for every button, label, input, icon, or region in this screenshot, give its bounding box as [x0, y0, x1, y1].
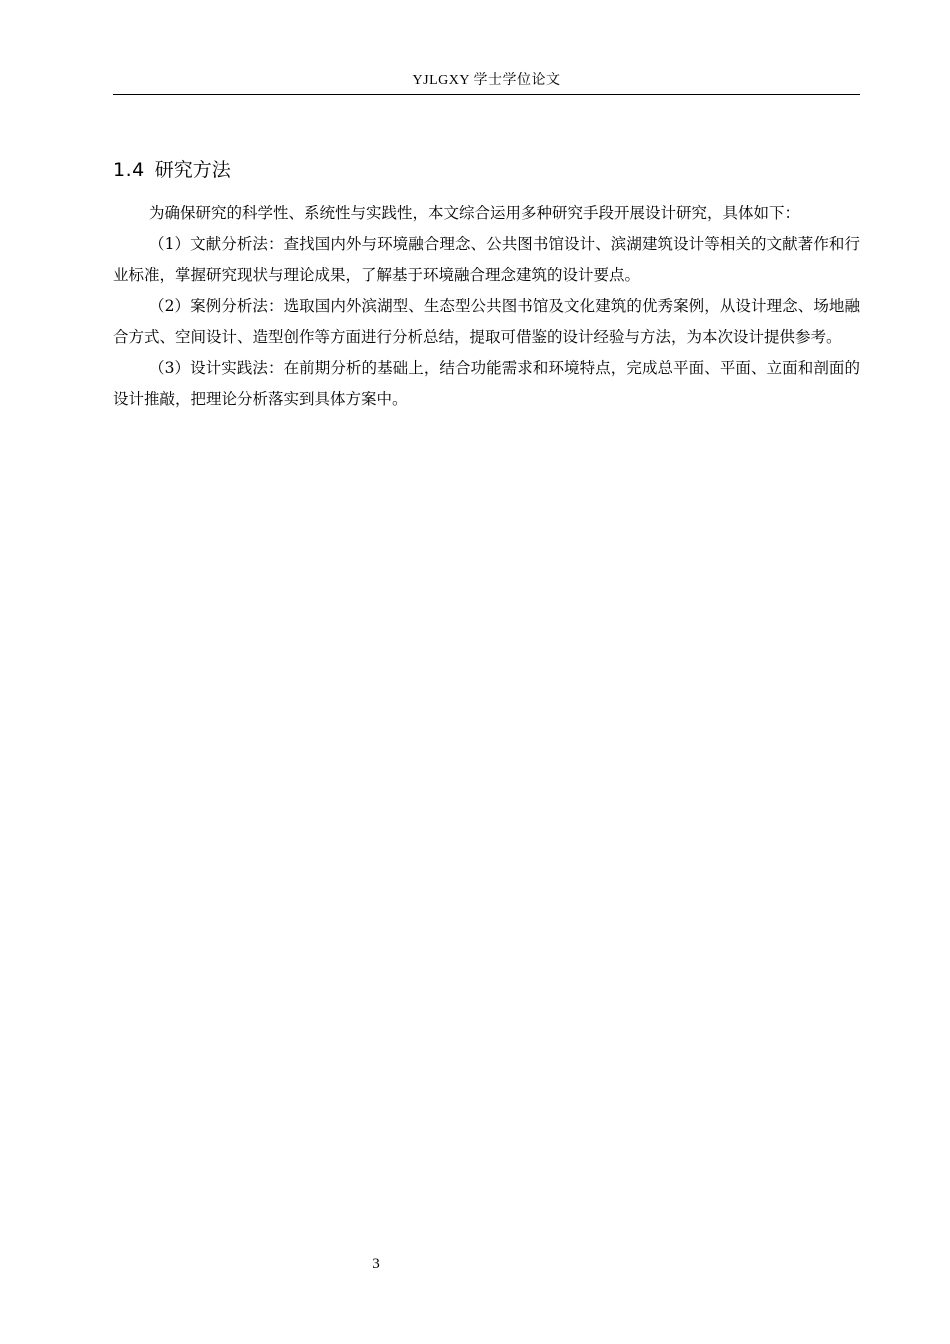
- paragraph-design-practice: （3）设计实践法：在前期分析的基础上，结合功能需求和环境特点，完成总平面、平面、立面和剖面的设计推敲，把理论分析落实到具体方案中。: [113, 359, 860, 408]
- body-text: [113, 198, 860, 415]
- page-number: 3: [372, 1256, 380, 1272]
- paragraph-intro: 为确保研究的科学性、系统性与实践性，本文综合运用多种研究手段开展设计研究，具体如下：: [149, 204, 801, 222]
- paragraph-case-analysis: （2）案例分析法：选取国内外滨湖型、生态型公共图书馆及文化建筑的优秀案例，从设计理念、场地融合方式、空间设计、造型创作等方面进行分析总结，提取可借鉴的设计经验与方法，为本次设计提供参考。: [113, 297, 860, 346]
- running-header: YJLGXY 学士学位论文: [412, 73, 561, 88]
- section-heading: [113, 156, 860, 184]
- section-title: 研究方法: [154, 159, 231, 181]
- header-rule: [113, 94, 860, 95]
- paragraph-literature-analysis: （1）文献分析法：查找国内外与环境融合理念、公共图书馆设计、滨湖建筑设计等相关的文献著作和行业标准，掌握研究现状与理论成果，了解基于环境融合理念建筑的设计要点。: [113, 235, 860, 284]
- section-number: 1.4: [113, 159, 145, 181]
